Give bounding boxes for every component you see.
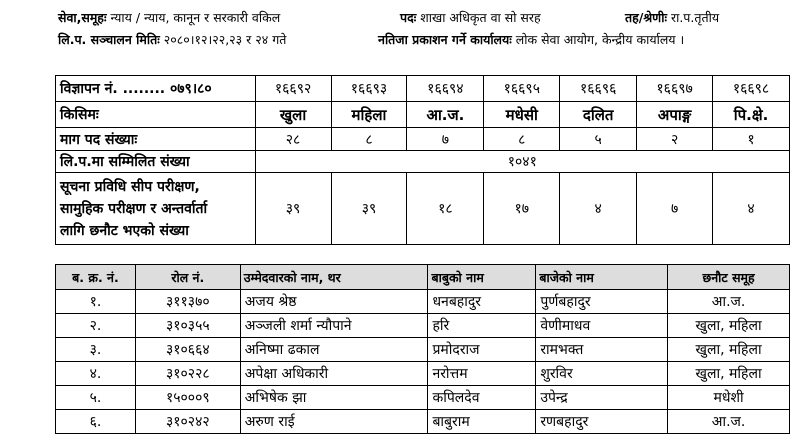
ad-number-cell: १६६९४ — [407, 76, 484, 102]
sewa-value: न्याय / न्याय, कानून र सरकारी वकिल — [110, 10, 281, 25]
ad-number-cell: १६६९५ — [484, 76, 560, 102]
roll-cell: ३१०६६४ — [135, 338, 240, 362]
posts-cell: ७ — [407, 128, 484, 151]
sewa-line — [58, 10, 280, 26]
serial-cell: ६. — [56, 410, 136, 434]
table-row — [56, 362, 790, 386]
name-cell: अजय श्रेष्ठ — [240, 290, 428, 314]
lipa-value: २०८०।१२।२२,२३ र २४ गते — [163, 32, 287, 47]
father-cell: कपिलदेव — [428, 386, 536, 410]
roll-cell: ३११३७० — [135, 290, 240, 314]
participants-label: लि.प.मा सम्मिलित संख्या — [56, 151, 256, 173]
father-cell: धनबहादुर — [428, 290, 536, 314]
selected-cell: ३९ — [255, 173, 331, 245]
posts-cell: ८ — [484, 128, 560, 151]
ad-number-cell: १६६९६ — [560, 76, 637, 102]
group-cell: आ.ज. — [668, 410, 790, 434]
pad-label: पदः — [400, 10, 417, 25]
group-cell: खुला, महिला — [668, 314, 790, 338]
type-cell: आ.ज. — [407, 102, 484, 128]
selected-cell: १८ — [407, 173, 484, 245]
ad-number-cell: १६६९७ — [637, 76, 713, 102]
group-cell: खुला, महिला — [668, 338, 790, 362]
posts-cell: ५ — [560, 128, 637, 151]
posts-cell: १ — [713, 128, 790, 151]
col-header-group: छनौट समूह — [668, 265, 790, 290]
ad-number-cell: १६६९३ — [331, 76, 407, 102]
pad-line — [400, 10, 541, 26]
table-row — [56, 290, 790, 314]
posts-cell: ८ — [331, 128, 407, 151]
grandfather-cell: शुरविर — [536, 362, 668, 386]
col-header-sn: ब. क्र. नं. — [56, 265, 136, 290]
table-row — [56, 338, 790, 362]
father-cell: नरोत्तम — [428, 362, 536, 386]
col-header-name: उम्मेदवारको नाम, थर — [240, 265, 428, 290]
posts-cell: २८ — [255, 128, 331, 151]
father-cell: बाबुराम — [428, 410, 536, 434]
group-cell: मधेशी — [668, 386, 790, 410]
selected-cell: ४ — [560, 173, 637, 245]
table-row — [56, 410, 790, 434]
posts-label: माग पद संख्याः — [56, 128, 256, 151]
serial-cell: ५. — [56, 386, 136, 410]
name-cell: अभिषेक झा — [240, 386, 428, 410]
name-cell: अपेक्षा अधिकारी — [240, 362, 428, 386]
selected-cell: ७ — [637, 173, 713, 245]
selected-cell: १७ — [484, 173, 560, 245]
lipa-label: लि.प. सञ्चालन मितिः — [58, 32, 160, 47]
natija-value: लोक सेवा आयोग, केन्द्रीय कार्यालय । — [515, 32, 685, 47]
summary-table — [55, 75, 790, 245]
posts-row — [56, 128, 790, 151]
father-cell: प्रमोदराज — [428, 338, 536, 362]
table-row — [56, 314, 790, 338]
type-cell: अपाङ्ग — [637, 102, 713, 128]
selected-label-line: सामुहिक परीक्षण र अन्तर्वार्ता — [60, 200, 208, 217]
natija-label: नतिजा प्रकाशन गर्ने कार्यालयः — [378, 32, 512, 47]
col-header-roll: रोल नं. — [135, 265, 240, 290]
candidate-table — [55, 264, 790, 434]
roll-cell: १५०००९ — [135, 386, 240, 410]
grandfather-cell: पुर्णबहादुर — [536, 290, 668, 314]
type-cell: दलित — [560, 102, 637, 128]
col-header-grandfather: बाजेको नाम — [536, 265, 668, 290]
col-header-father: बाबुको नाम — [428, 265, 536, 290]
selected-label — [56, 173, 256, 245]
type-cell: मधेसी — [484, 102, 560, 128]
group-cell: खुला, महिला — [668, 362, 790, 386]
type-cell: पि.क्षे. — [713, 102, 790, 128]
natija-line — [378, 32, 684, 48]
selected-label-line: लागि छनौट भएको संख्या — [60, 222, 189, 239]
type-cell: महिला — [331, 102, 407, 128]
serial-cell: ३. — [56, 338, 136, 362]
roll-cell: ३१०२२८ — [135, 362, 240, 386]
type-row — [56, 102, 790, 128]
taha-label: तह/श्रेणीः — [625, 10, 667, 25]
selected-cell: ४ — [713, 173, 790, 245]
serial-cell: १. — [56, 290, 136, 314]
type-label: किसिमः — [56, 102, 256, 128]
pad-value: शाखा अधिकृत वा सो सरह — [420, 10, 541, 25]
taha-value: रा.प.तृतीय — [670, 10, 720, 25]
name-cell: अनिष्मा ढकाल — [240, 338, 428, 362]
type-cell: खुला — [255, 102, 331, 128]
taha-line — [625, 10, 719, 26]
serial-cell: २. — [56, 314, 136, 338]
group-cell: आ.ज. — [668, 290, 790, 314]
roll-cell: ३१०२४२ — [135, 410, 240, 434]
lipa-line — [58, 32, 286, 48]
roll-cell: ३१०३५५ — [135, 314, 240, 338]
selected-row — [56, 173, 790, 245]
father-cell: हरि — [428, 314, 536, 338]
selected-cell: ३९ — [331, 173, 407, 245]
sewa-label: सेवा,समूहः — [58, 10, 107, 25]
grandfather-cell: उपेन्द्र — [536, 386, 668, 410]
serial-cell: ४. — [56, 362, 136, 386]
ad-number-cell: १६६९२ — [255, 76, 331, 102]
participants-value: १०४१ — [255, 151, 789, 173]
participants-row — [56, 151, 790, 173]
ad-number-cell: १६६९८ — [713, 76, 790, 102]
ad-number-row — [56, 76, 790, 102]
ad-number-label: विज्ञापन नं. ........ ०७९।८० — [56, 76, 256, 102]
table-row — [56, 386, 790, 410]
name-cell: अञ्जली शर्मा न्यौपाने — [240, 314, 428, 338]
selected-label-line: सूचना प्रविधि सीप परीक्षण, — [60, 178, 200, 195]
candidate-header-row — [56, 265, 790, 290]
name-cell: अरुण राई — [240, 410, 428, 434]
grandfather-cell: वेणीमाधव — [536, 314, 668, 338]
grandfather-cell: रणबहादुर — [536, 410, 668, 434]
grandfather-cell: रामभक्त — [536, 338, 668, 362]
posts-cell: २ — [637, 128, 713, 151]
